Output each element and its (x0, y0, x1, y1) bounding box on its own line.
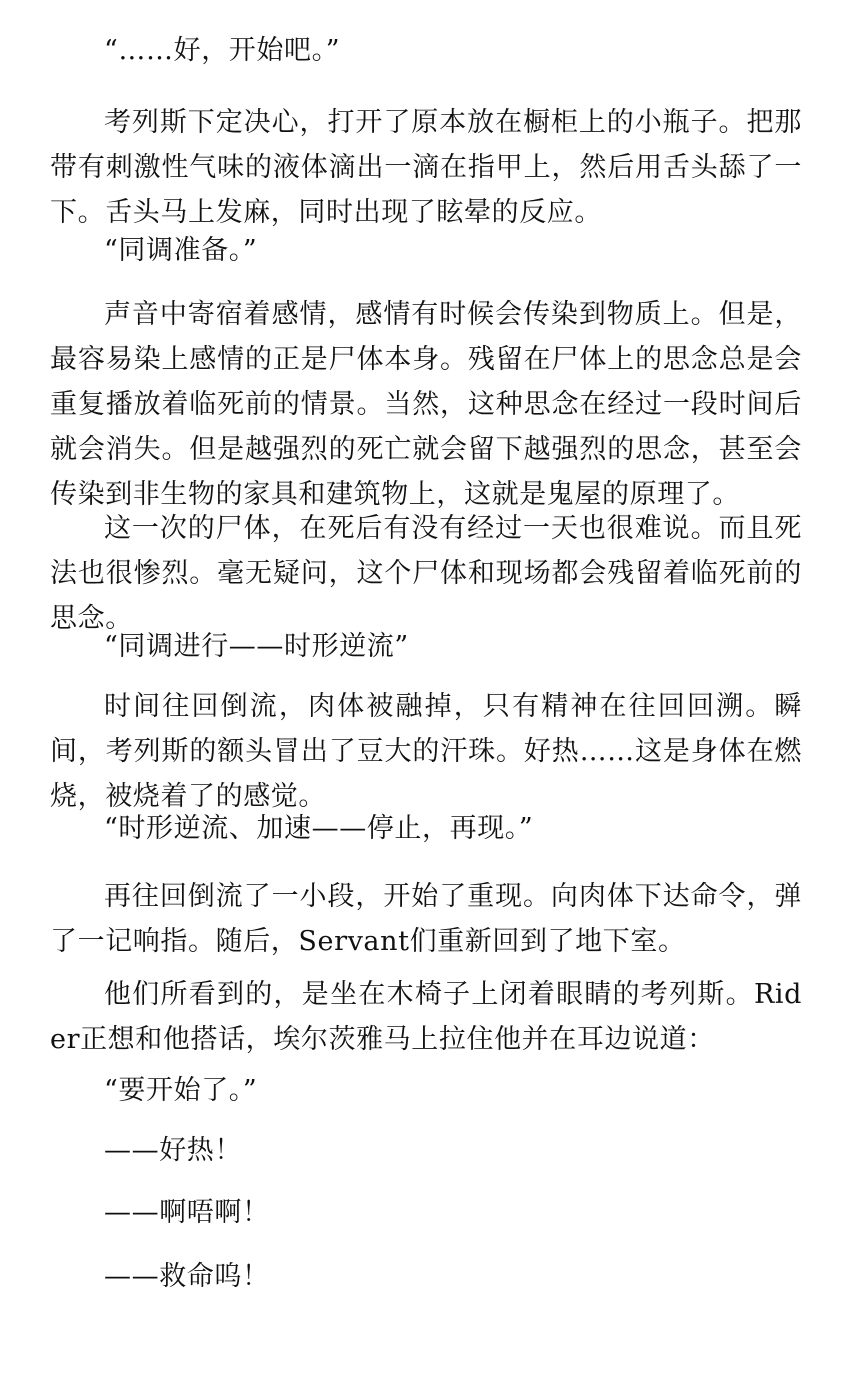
paragraph-voice: ——救命呜！ (104, 1261, 270, 1292)
paragraph-dialogue: “时形逆流、加速——停止，再现。” (104, 813, 534, 844)
paragraph-dialogue: “同调准备。” (104, 235, 258, 266)
paragraph-narration: 他们所看到的，是坐在木椅子上闭着眼睛的考列斯。Rider正想和他搭话，埃尔茨雅马上拉住他并在耳边说道： (50, 979, 802, 1055)
paragraph-dialogue: “要开始了。” (104, 1075, 258, 1106)
paragraph-narration: 考列斯下定决心，打开了原本放在橱柜上的小瓶子。把那带有刺激性气味的液体滴出一滴在指甲上，然后用舌头舔了一下。舌头马上发麻，同时出现了眩晕的反应。 (50, 107, 802, 228)
paragraph-narration: 时间往回倒流，肉体被融掉，只有精神在往回回溯。瞬间，考列斯的额头冒出了豆大的汗珠。好热……这是身体在燃烧，被烧着了的感觉。 (50, 691, 802, 812)
paragraph-narration: 再往回倒流了一小段，开始了重现。向肉体下达命令，弹了一记响指。随后，Servant们重新回到了地下室。 (50, 881, 802, 957)
paragraph-narration: 声音中寄宿着感情，感情有时候会传染到物质上。但是，最容易染上感情的正是尸体本身。残留在尸体上的思念总是会重复播放着临死前的情景。当然，这种思念在经过一段时间后就会消失。但是越强烈的死亡就会留下越强烈的思念，甚至会传染到非生物的家具和建筑物上，这就是鬼屋的原理了。 (50, 299, 802, 510)
paragraph-dialogue: “同调进行——时形逆流” (104, 631, 409, 662)
paragraph-narration: 这一次的尸体，在死后有没有经过一天也很难说。而且死法也很惨烈。毫无疑问，这个尸体和现场都会残留着临死前的思念。 (50, 513, 802, 634)
paragraph-voice: ——啊唔啊！ (104, 1197, 270, 1228)
paragraph-dialogue-start: “……好，开始吧。” (104, 35, 341, 66)
paragraph-voice: ——好热！ (104, 1135, 242, 1166)
